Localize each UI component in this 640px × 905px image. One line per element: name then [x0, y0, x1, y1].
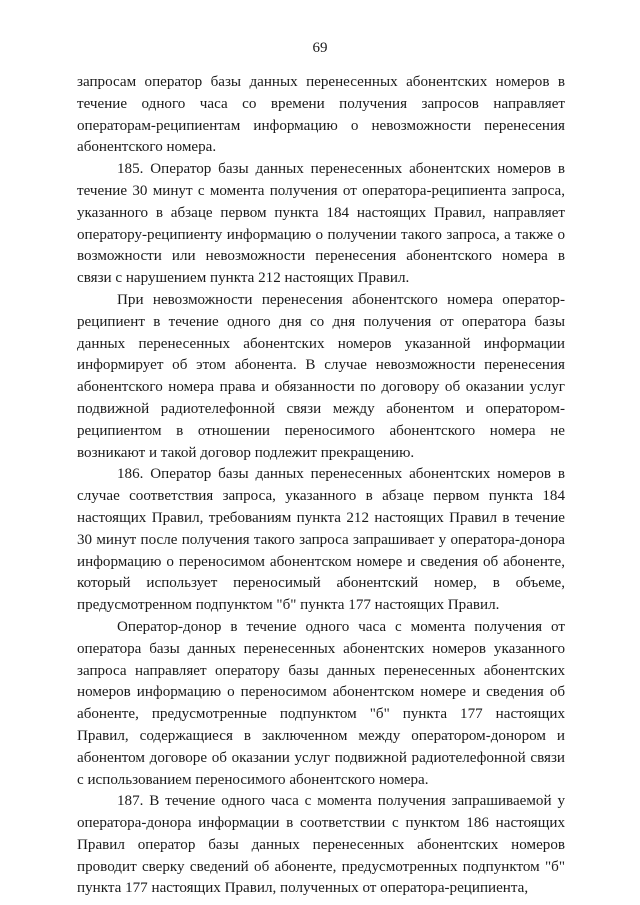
paragraph-186-donor: Оператор-донор в течение одного часа с момента получения от оператора базы данных перенесенных абонентских номеров указанного запроса направляет оператору базы данных перенесенных абонентских номеров информацию о переносимом абонентском номере и сведения об абоненте, предусмотренные подпунктом "б" пункта 177 настоящих Правил, содержащиеся в заключенном между оператором-донором и абонентом договоре об оказании услуг подвижной радиотелефонной связи с использованием переносимого абонентского номера. — [77, 618, 565, 788]
paragraph-187: 187. В течение одного часа с момента получения запрашиваемой у оператора-донора информации в соответствии с пунктом 186 настоящих Правил оператор базы данных перенесенных абонентских номеров проводит сверку сведений об абоненте, предусмотренных подпунктом "б" пункта 177 настоящих Правил, полученных от оператора-реципиента, — [77, 793, 565, 897]
paragraph-185-refusal: При невозможности перенесения абонентского номера оператор-реципиент в течение одного дня со дня получения от оператора базы данных перенесенных абонентских номеров указанной информации информирует об этом абонента. В случае невозможности перенесения абонентского номера права и обязанности по договору об оказании услуг подвижной радиотелефонной связи между абонентом и оператором-реципиентом в отношении переносимого абонентского номера не возникают и такой договор подлежит прекращению. — [77, 291, 565, 461]
page-number: 69 — [312, 40, 328, 56]
paragraph-185: 185. Оператор базы данных перенесенных абонентских номеров в течение 30 минут с момента получения от оператора-реципиента запроса, указанного в абзаце первом пункта 184 настоящих Правил, направляет оператору-реципиенту информацию о получении такого запроса, а также о возможности или невозможности перенесения абонентского номера в связи с нарушением пункта 212 настоящих Правил. — [77, 161, 565, 287]
paragraph-186: 186. Оператор базы данных перенесенных абонентских номеров в случае соответствия запроса, указанного в абзаце первом пункта 184 настоящих Правил, требованиям пункта 212 настоящих Правил в течение 30 минут после получения такого запроса запрашивает у оператора-донора информацию о переносимом абонентском номере и сведения об абоненте, который использует переносимый абонентский номер, в объеме, предусмотренном подпунктом "б" пункта 177 настоящих Правил. — [77, 466, 565, 614]
document-body — [77, 72, 565, 900]
paragraph-continuation: запросам оператор базы данных перенесенных абонентских номеров в течение одного часа со времени получения запросов направляет операторам-реципиентам информацию о невозможности перенесения абонентского номера. — [77, 74, 565, 156]
